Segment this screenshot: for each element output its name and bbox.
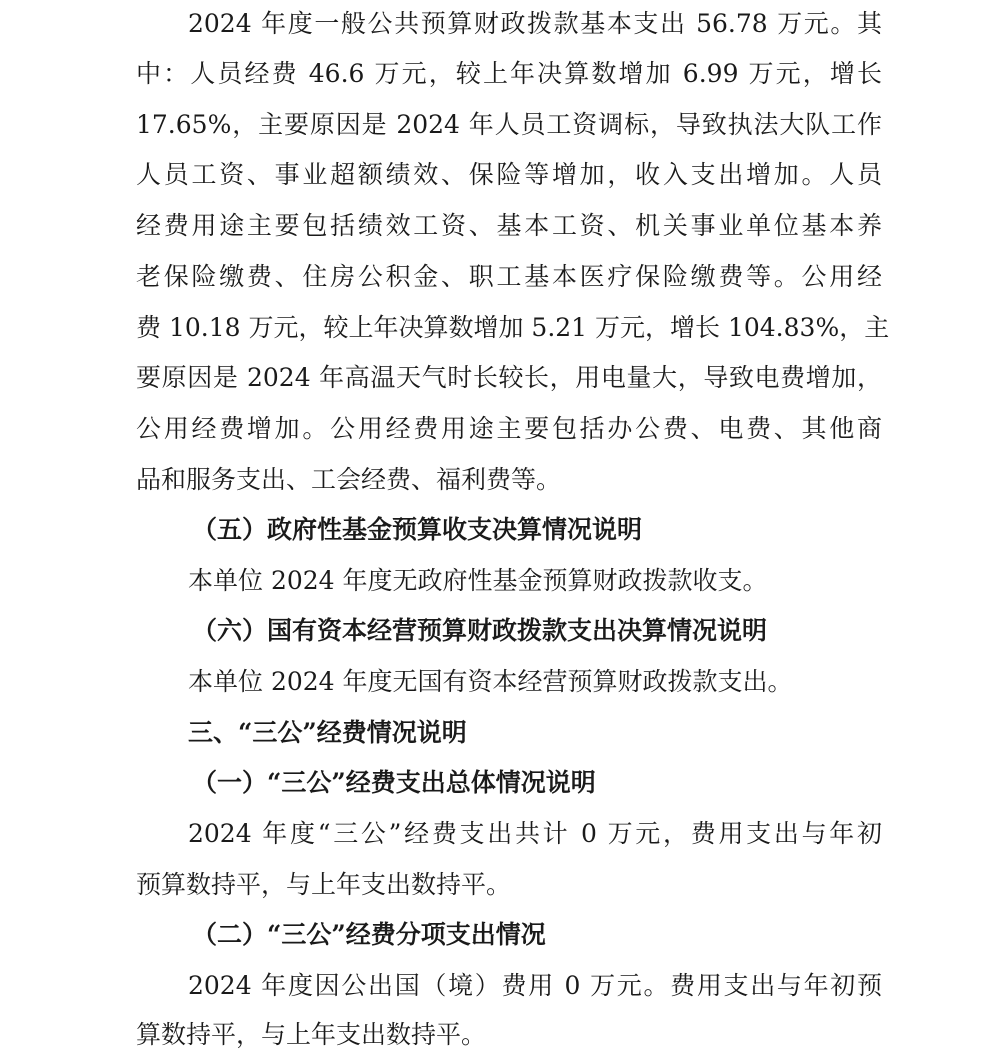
paragraph-line: 2024 年度一般公共预算财政拨款基本支出 56.78 万元。其 [188,9,882,38]
paragraph-line: 品和服务支出、工会经费、福利费等。 [136,465,562,494]
section-heading: （六）国有资本经营预算财政拨款支出决算情况说明 [192,616,768,645]
chapter-heading: 三、“三公”经费情况说明 [188,718,467,747]
paragraph-line: 2024 年度“三公”经费支出共计 0 万元，费用支出与年初 [188,819,882,848]
paragraph-line: 预算数持平，与上年支出数持平。 [136,870,512,899]
paragraph-line: 人员工资、事业超额绩效、保险等增加，收入支出增加。人员 [136,160,882,189]
section-heading: （一）“三公”经费支出总体情况说明 [192,768,596,797]
paragraph-line: 中：人员经费 46.6 万元，较上年决算数增加 6.99 万元，增长 [136,59,882,88]
paragraph-line: 本单位 2024 年度无政府性基金预算财政拨款收支。 [188,566,768,595]
paragraph-line: 2024 年度因公出国（境）费用 0 万元。费用支出与年初预 [188,971,882,1000]
section-heading: （五）政府性基金预算收支决算情况说明 [192,515,643,544]
paragraph-line: 公用经费增加。公用经费用途主要包括办公费、电费、其他商 [136,414,882,443]
paragraph-line: 费 10.18 万元，较上年决算数增加 5.21 万元，增长 104.83%，主 [136,313,890,342]
paragraph-line: 要原因是 2024 年高温天气时长较长，用电量大，导致电费增加， [136,363,882,392]
section-heading: （二）“三公”经费分项支出情况 [192,920,546,949]
paragraph-line: 17.65%，主要原因是 2024 年人员工资调标，导致执法大队工作 [136,110,882,139]
paragraph-line: 算数持平，与上年支出数持平。 [136,1020,487,1049]
paragraph-line: 本单位 2024 年度无国有资本经营预算财政拨款支出。 [188,667,793,696]
paragraph-line: 老保险缴费、住房公积金、职工基本医疗保险缴费等。公用经 [136,262,882,291]
paragraph-line: 经费用途主要包括绩效工资、基本工资、机关事业单位基本养 [136,211,882,240]
